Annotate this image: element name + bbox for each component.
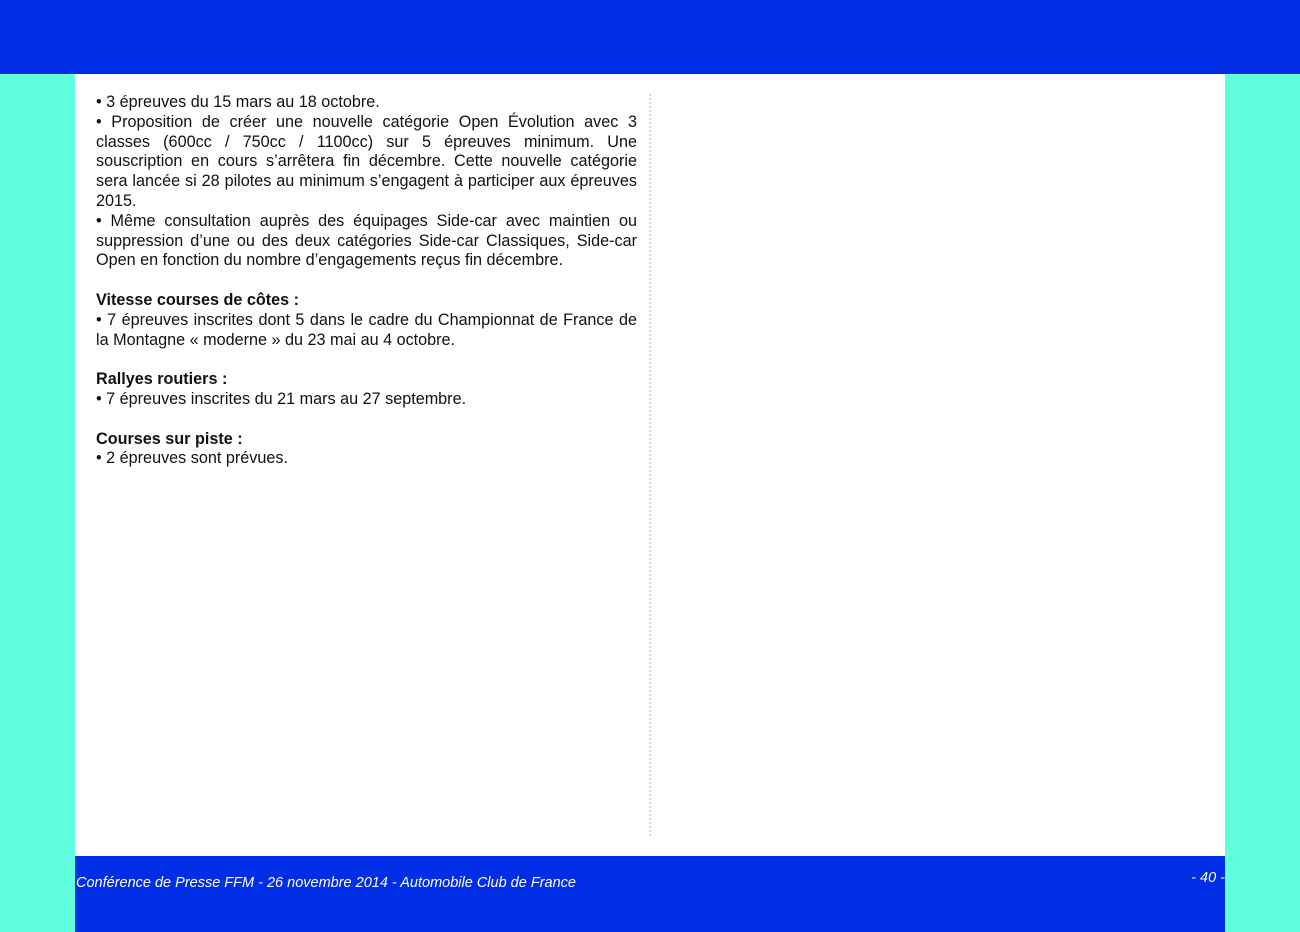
section-heading-rallyes: Rallyes routiers : xyxy=(96,370,228,389)
footer-band xyxy=(75,856,1225,932)
header-band xyxy=(0,0,1300,74)
document-page xyxy=(75,74,1225,856)
paragraph-side-car: • Même consultation auprès des équipages Side-car avec maintien ou suppression d’une ou des deux catégories Side-car Classiques, Side-car Open en fonction du nombre d’engagements reçus fin décembre. xyxy=(96,211,637,270)
section-text-cotes: • 7 épreuves inscrites dont 5 dans le cadre du Championnat de France de la Montagne « moderne » du 23 mai au 4 octobre. xyxy=(96,310,637,349)
section-text-rallyes: • 7 épreuves inscrites du 21 mars au 27 septembre. xyxy=(96,389,467,408)
section-heading-piste: Courses sur piste : xyxy=(96,429,243,448)
footer-caption: Conférence de Presse FFM - 26 novembre 2014 - Automobile Club de France xyxy=(76,875,576,891)
spacer xyxy=(96,350,637,370)
paragraph-epreuves: • 3 épreuves du 15 mars au 18 octobre. xyxy=(96,93,380,111)
left-column xyxy=(96,93,637,469)
section-text-piste: • 2 épreuves sont prévues. xyxy=(96,449,288,468)
paragraph-open-evolution: • Proposition de créer une nouvelle catégorie Open Évolution avec 3 classes (600cc / 750cc / 1100cc) sur 5 épreuves minimum. Une souscription en cours s’arrêtera fin décembre. Cette nouvelle catégorie sera lancée si 28 pilotes au minimum s’engagent à participer aux épreuves 2015. xyxy=(96,112,637,210)
page-number: - 40 - xyxy=(1191,870,1225,886)
spacer xyxy=(96,271,637,291)
column-divider xyxy=(649,94,651,836)
section-heading-cotes: Vitesse courses de côtes : xyxy=(96,290,300,309)
spacer xyxy=(96,410,637,430)
